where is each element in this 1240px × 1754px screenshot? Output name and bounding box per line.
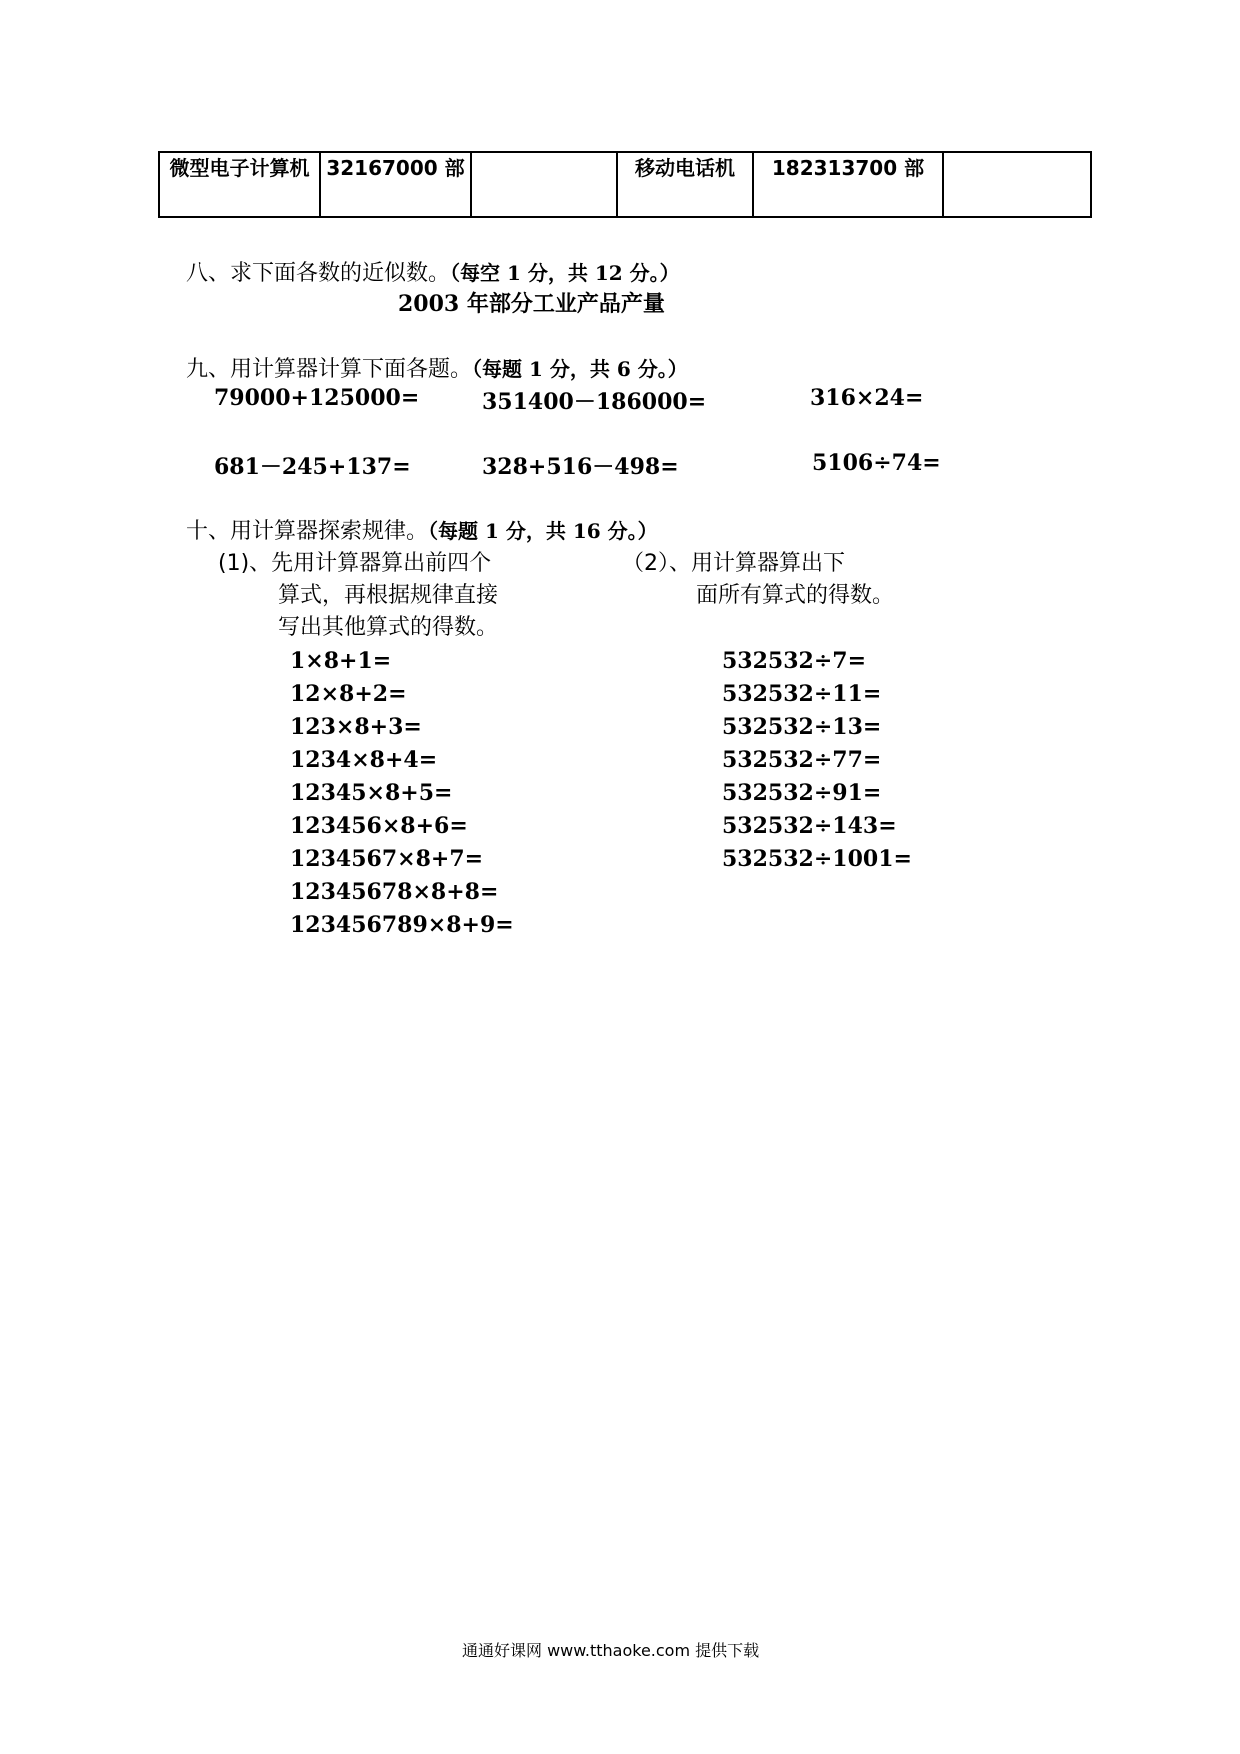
list-item: 12×8+2= xyxy=(290,681,407,707)
expression-9-2: 351400－186000= xyxy=(482,389,707,415)
table-cell-amount-2: 182313700 部 xyxy=(753,152,943,217)
section10-heading xyxy=(186,514,658,545)
list-item: 532532÷11= xyxy=(722,681,882,707)
footer-text: 通通好课网 www.tthaoke.com 提供下载 xyxy=(462,1641,760,1660)
list-item: 12345678×8+8= xyxy=(290,879,499,905)
list-item: 123456×8+6= xyxy=(290,813,468,839)
list-item: 532532÷91= xyxy=(722,780,882,806)
section9-title: 九、用计算器计算下面各题。 xyxy=(186,357,473,382)
section10-title: 十、用计算器探索规律。 xyxy=(186,519,429,544)
part1-label: (1)、先用计算器算出前四个 xyxy=(218,551,492,576)
section10-points: （每题 1 分，共 16 分。） xyxy=(428,519,658,543)
expression-9-5: 328+516－498= xyxy=(482,454,679,480)
section9-points: （每题 1 分，共 6 分。） xyxy=(472,357,688,381)
table-row xyxy=(159,152,1091,217)
expression-9-6: 5106÷74= xyxy=(812,450,941,476)
part1-expression-list xyxy=(290,645,514,942)
production-table xyxy=(158,151,1092,218)
list-item: 532532÷77= xyxy=(722,747,882,773)
table-cell-amount-1: 32167000 部 xyxy=(320,152,471,217)
expression-9-1: 79000+125000= xyxy=(214,385,420,411)
section8-heading xyxy=(186,256,680,287)
list-item: 532532÷143= xyxy=(722,813,897,839)
list-item: 532532÷1001= xyxy=(722,846,912,872)
list-item: 123×8+3= xyxy=(290,714,422,740)
part1-line3: 写出其他算式的得数。 xyxy=(278,615,499,640)
part2-label: （2）、用计算器算出下 xyxy=(622,551,845,576)
table-cell-answer-1 xyxy=(471,152,617,217)
expression-9-4: 681－245+137= xyxy=(214,454,411,480)
expression-9-3: 316×24= xyxy=(810,385,924,411)
list-item: 532532÷13= xyxy=(722,714,882,740)
section8-title: 八、求下面各数的近似数。 xyxy=(186,261,451,286)
list-item: 123456789×8+9= xyxy=(290,912,514,938)
table-cell-product-2: 移动电话机 xyxy=(617,152,753,217)
table-cell-answer-2 xyxy=(943,152,1091,217)
part2-expression-list xyxy=(722,645,912,876)
part2-line2: 面所有算式的得数。 xyxy=(696,583,895,608)
list-item: 1234×8+4= xyxy=(290,747,438,773)
list-item: 1×8+1= xyxy=(290,648,392,674)
section8-subtitle: 2003 年部分工业产品产量 xyxy=(398,291,665,317)
list-item: 532532÷7= xyxy=(722,648,867,674)
table-cell-product-1: 微型电子计算机 xyxy=(159,152,320,217)
section8-points: （每空 1 分，共 12 分。） xyxy=(450,261,680,285)
list-item: 12345×8+5= xyxy=(290,780,453,806)
section9-heading xyxy=(186,352,688,383)
list-item: 1234567×8+7= xyxy=(290,846,484,872)
part1-line2: 算式，再根据规律直接 xyxy=(278,583,499,608)
